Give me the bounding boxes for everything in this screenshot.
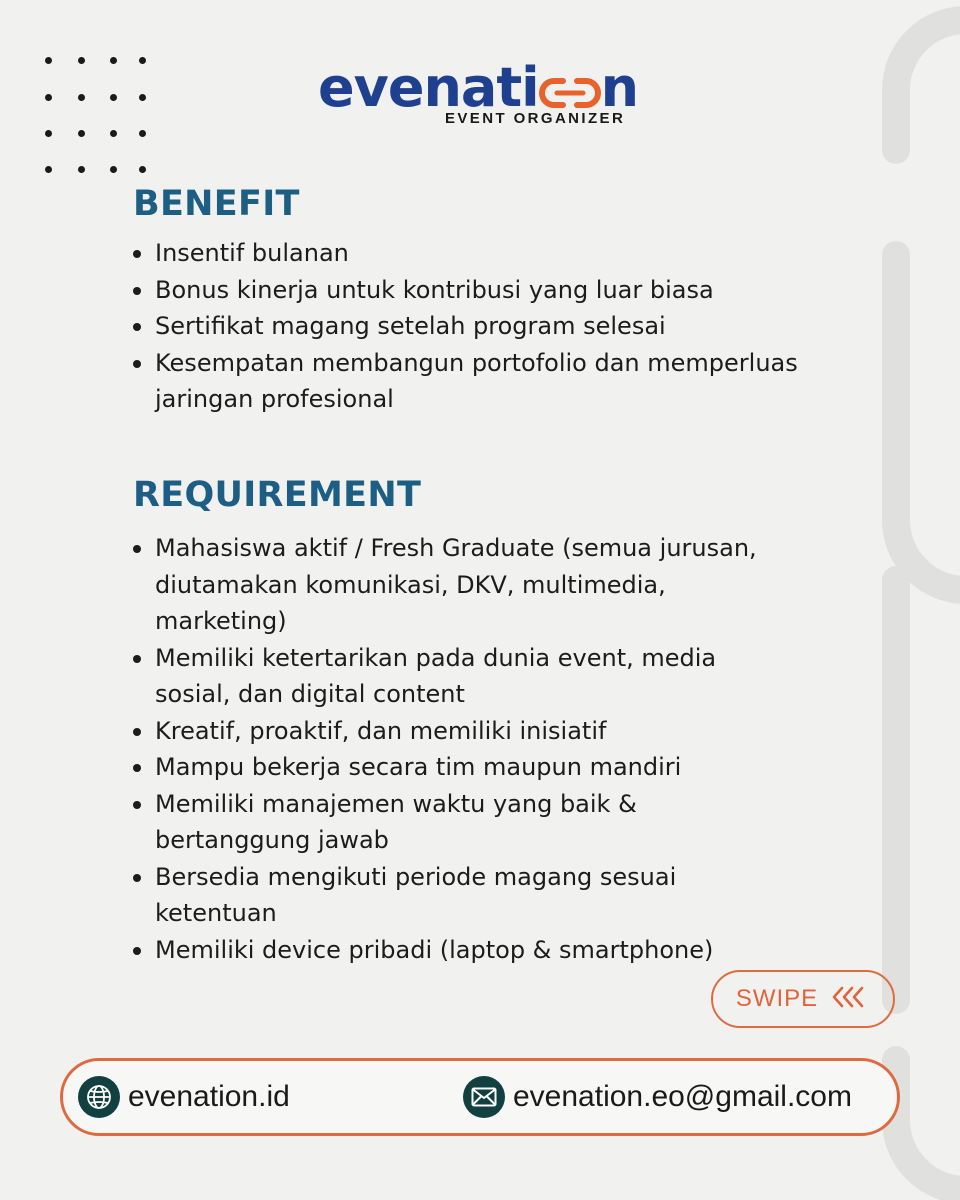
bullet-dot	[133, 801, 141, 809]
benefit-item	[133, 345, 833, 418]
mail-icon	[463, 1076, 505, 1118]
contact-bar	[60, 1058, 900, 1136]
requirement-item-text: Bersedia mengikuti periode magang sesuai ketentuan	[155, 862, 677, 927]
requirement-item-text: Memiliki manajemen waktu yang baik & bertanggung jawab	[155, 789, 637, 854]
bullet-dot	[133, 874, 141, 882]
globe-icon	[78, 1076, 120, 1118]
email-text: evenation.eo@gmail.com	[513, 1080, 852, 1113]
requirement-item	[133, 749, 793, 786]
chevrons-left-icon	[832, 986, 870, 1012]
requirement-item-text: Mampu bekerja secara tim maupun mandiri	[155, 753, 682, 781]
requirement-item	[133, 640, 793, 713]
benefit-item-text: Sertifikat magang setelah program selesai	[155, 312, 666, 340]
bullet-dot	[133, 545, 141, 553]
requirement-item	[133, 786, 793, 859]
requirement-list	[133, 530, 793, 968]
website-link[interactable]	[78, 1061, 290, 1133]
bullet-dot	[133, 287, 141, 295]
bullet-dot	[133, 947, 141, 955]
benefit-item	[133, 235, 833, 272]
benefit-item	[133, 308, 833, 345]
dot-grid	[40, 52, 160, 182]
benefit-heading: BENEFIT	[133, 184, 300, 224]
email-link[interactable]	[463, 1061, 852, 1133]
swipe-label: SWIPE	[735, 985, 819, 1012]
bullet-dot	[133, 728, 141, 736]
bullet-dot	[133, 323, 141, 331]
bullet-dot	[133, 655, 141, 663]
requirement-item	[133, 713, 793, 750]
website-text: evenation.id	[128, 1080, 290, 1113]
requirement-item-text: Mahasiswa aktif / Fresh Graduate (semua jurusan, diutamakan komunikasi, DKV, multimedia, marketing)	[155, 534, 757, 635]
benefit-item	[133, 272, 833, 309]
requirement-item	[133, 932, 793, 969]
benefit-item-text: Bonus kinerja untuk kontribusi yang luar biasa	[155, 275, 714, 304]
requirement-item-text: Memiliki ketertarikan pada dunia event, media sosial, dan digital content	[155, 643, 717, 708]
requirement-item	[133, 859, 793, 932]
benefit-item-text: Insentif bulanan	[155, 239, 349, 267]
bullet-dot	[133, 764, 141, 772]
swipe-button[interactable]	[711, 970, 895, 1028]
requirement-heading: REQUIREMENT	[133, 475, 422, 515]
requirement-item	[133, 530, 793, 640]
decorative-loops	[880, 0, 960, 1200]
bullet-dot	[133, 360, 141, 368]
evenation-logo	[318, 58, 640, 132]
requirement-item-text: Kreatif, proaktif, dan memiliki inisiatif	[155, 716, 607, 745]
benefit-item-text: Kesempatan membangun portofolio dan memperluas jaringan profesional	[155, 348, 798, 413]
logo-tagline: EVENT ORGANIZER	[445, 110, 626, 127]
benefit-list	[133, 235, 833, 418]
requirement-item-text: Memiliki device pribadi (laptop & smartphone)	[155, 935, 714, 964]
logo-wordmark: evenati n	[318, 56, 639, 119]
bullet-dot	[133, 250, 141, 258]
